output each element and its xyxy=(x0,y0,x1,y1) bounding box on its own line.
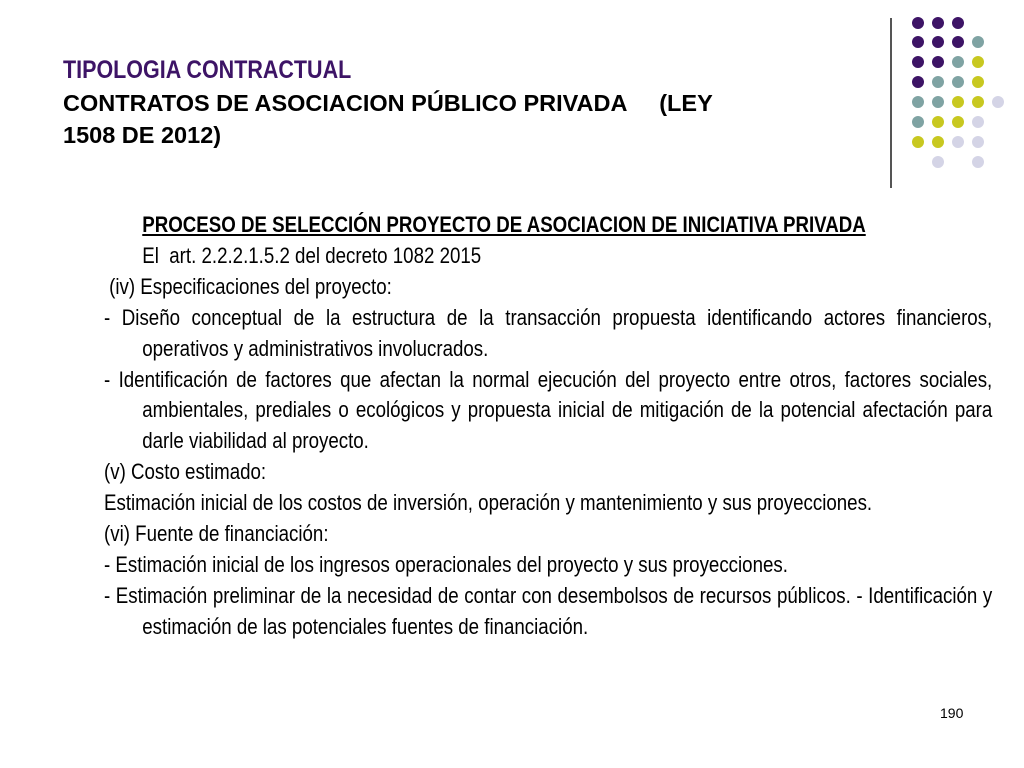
deco-dot xyxy=(952,36,964,48)
deco-dot xyxy=(912,116,924,128)
slide-body xyxy=(104,210,993,643)
decorative-divider xyxy=(890,18,892,188)
deco-dot xyxy=(952,56,964,68)
deco-dot xyxy=(932,36,944,48)
section-iv-title: (iv) Especificaciones del proyecto: xyxy=(109,273,392,299)
deco-dot xyxy=(932,76,944,88)
deco-dot xyxy=(972,96,984,108)
deco-dot xyxy=(952,96,964,108)
slide-title: TIPOLOGIA CONTRACTUAL xyxy=(63,56,352,84)
deco-dot xyxy=(912,56,924,68)
bullet-item: Estimación inicial de los costos de inversión, operación y mantenimiento y sus proyecciones. xyxy=(104,490,873,516)
deco-dot xyxy=(932,17,944,29)
deco-dot xyxy=(952,116,964,128)
deco-dot xyxy=(972,36,984,48)
deco-dot xyxy=(972,76,984,88)
deco-dot xyxy=(912,36,924,48)
section-heading: PROCESO DE SELECCIÓN PROYECTO DE ASOCIACION DE INICIATIVA PRIVADA xyxy=(142,212,866,237)
decree-reference: El art. 2.2.2.1.5.2 del decreto 1082 2015 xyxy=(142,242,482,268)
deco-dot xyxy=(952,17,964,29)
deco-dot xyxy=(992,96,1004,108)
deco-dot xyxy=(972,116,984,128)
deco-dot xyxy=(912,17,924,29)
bullet-item: - Diseño conceptual de la estructura de la transacción propuesta identificando actores financieros, operativos y administrativos involucrados. xyxy=(104,304,993,361)
subtitle-line-2: 1508 DE 2012) xyxy=(63,122,222,148)
deco-dot xyxy=(972,136,984,148)
section-v-title: (v) Costo estimado: xyxy=(104,459,267,485)
deco-dot xyxy=(912,96,924,108)
bullet-item: - Estimación preliminar de la necesidad de contar con desembolsos de recursos públicos. - Identificación y estimación de las potenciales fuentes de financiación. xyxy=(104,582,993,639)
section-vi-title: (vi) Fuente de financiación: xyxy=(104,521,329,547)
deco-dot xyxy=(972,56,984,68)
slide-title-block xyxy=(63,55,853,151)
deco-dot xyxy=(912,76,924,88)
deco-dot xyxy=(952,76,964,88)
decorative-dot-grid xyxy=(900,14,1010,164)
deco-dot xyxy=(912,136,924,148)
deco-dot xyxy=(932,56,944,68)
bullet-item: - Identificación de factores que afectan la normal ejecución del proyecto entre otros, factores sociales, ambientales, prediales o ecológicos y propuesta inicial de mitigación de la potencial afectación para darle viabilidad al proyecto. xyxy=(104,366,993,454)
subtitle-line-1: CONTRATOS DE ASOCIACION PÚBLICO PRIVADA (LEY xyxy=(63,90,713,116)
deco-dot xyxy=(952,136,964,148)
deco-dot xyxy=(932,96,944,108)
page-number: 190 xyxy=(940,705,964,721)
deco-dot xyxy=(932,116,944,128)
bullet-item: - Estimación inicial de los ingresos operacionales del proyecto y sus proyecciones. xyxy=(104,551,788,577)
deco-dot xyxy=(932,136,944,148)
deco-dot xyxy=(972,156,984,168)
slide-subtitle xyxy=(63,87,853,151)
deco-dot xyxy=(932,156,944,168)
